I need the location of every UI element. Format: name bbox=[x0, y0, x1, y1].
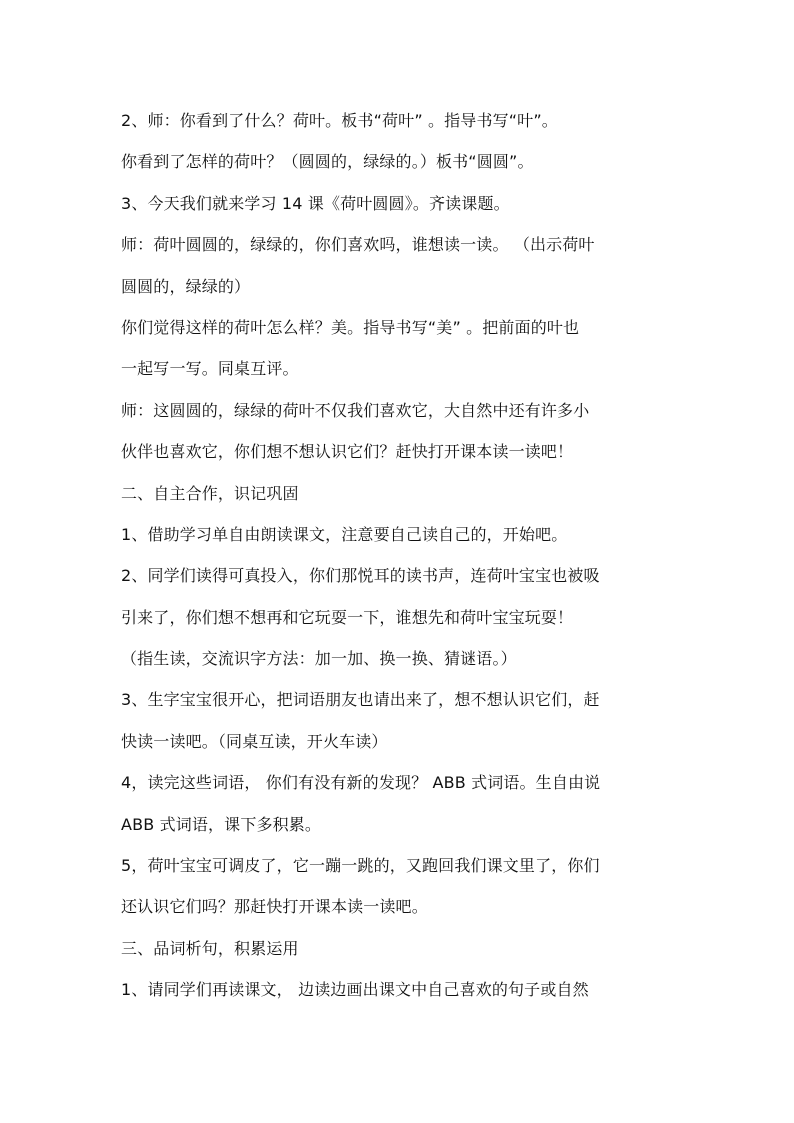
text-line: 你们觉得这样的荷叶怎么样？美。指导书写“美” 。把前面的叶也 bbox=[121, 317, 580, 337]
text-line: 还认识它们吗？那赶快打开课本读一读吧。 bbox=[121, 897, 428, 917]
text-line: 引来了，你们想不想再和它玩耍一下，谁想先和荷叶宝宝玩耍！ bbox=[121, 607, 574, 627]
text-line: 伙伴也喜欢它，你们想不想认识它们？赶快打开课本读一读吧！ bbox=[121, 442, 574, 462]
text-line: 3、今天我们就来学习 14 课《荷叶圆圆》。齐读课题。 bbox=[121, 193, 510, 213]
text-line: 1、请同学们再读课文， 边读边画出课文中自己喜欢的句子或自然 bbox=[121, 980, 589, 1000]
text-line: 快读一读吧。（同桌互读，开火车读） bbox=[121, 731, 388, 751]
section-heading: 三、品词析句，积累运用 bbox=[121, 938, 299, 958]
text-line: 你看到了怎样的荷叶？（圆圆的，绿绿的。）板书“圆圆”。 bbox=[121, 152, 534, 172]
text-line: 圆圆的，绿绿的） bbox=[121, 276, 251, 296]
text-line: 4，读完这些词语， 你们有没有新的发现？ ABB 式词语。生自由说 bbox=[121, 773, 601, 793]
text-line: 师：这圆圆的，绿绿的荷叶不仅我们喜欢它，大自然中还有许多小 bbox=[121, 400, 590, 420]
text-line: 2、师：你看到了什么？荷叶。板书“荷叶” 。指导书写“叶”。 bbox=[121, 111, 558, 130]
text-line: ABB 式词语，课下多积累。 bbox=[121, 814, 322, 834]
section-heading: 二、自主合作，识记巩固 bbox=[121, 483, 299, 503]
document-body bbox=[121, 100, 681, 1011]
text-line: 1、借助学习单自由朗读课文，注意要自己读自己的，开始吧。 bbox=[121, 524, 568, 544]
text-line: 师：荷叶圆圆的，绿绿的，你们喜欢吗，谁想读一读。 （出示荷叶 bbox=[121, 235, 595, 255]
text-line: （指生读，交流识字方法：加一加、换一换、猜谜语。） bbox=[121, 649, 517, 669]
text-line: 3、生字宝宝很开心，把词语朋友也请出来了，想不想认识它们，赶 bbox=[121, 690, 600, 710]
text-line: 一起写一写。同桌互评。 bbox=[121, 359, 299, 379]
text-line: 5，荷叶宝宝可调皮了，它一蹦一跳的，又跑回我们课文里了，你们 bbox=[121, 856, 600, 876]
text-line: 2、同学们读得可真投入，你们那悦耳的读书声，连荷叶宝宝也被吸 bbox=[121, 566, 600, 586]
